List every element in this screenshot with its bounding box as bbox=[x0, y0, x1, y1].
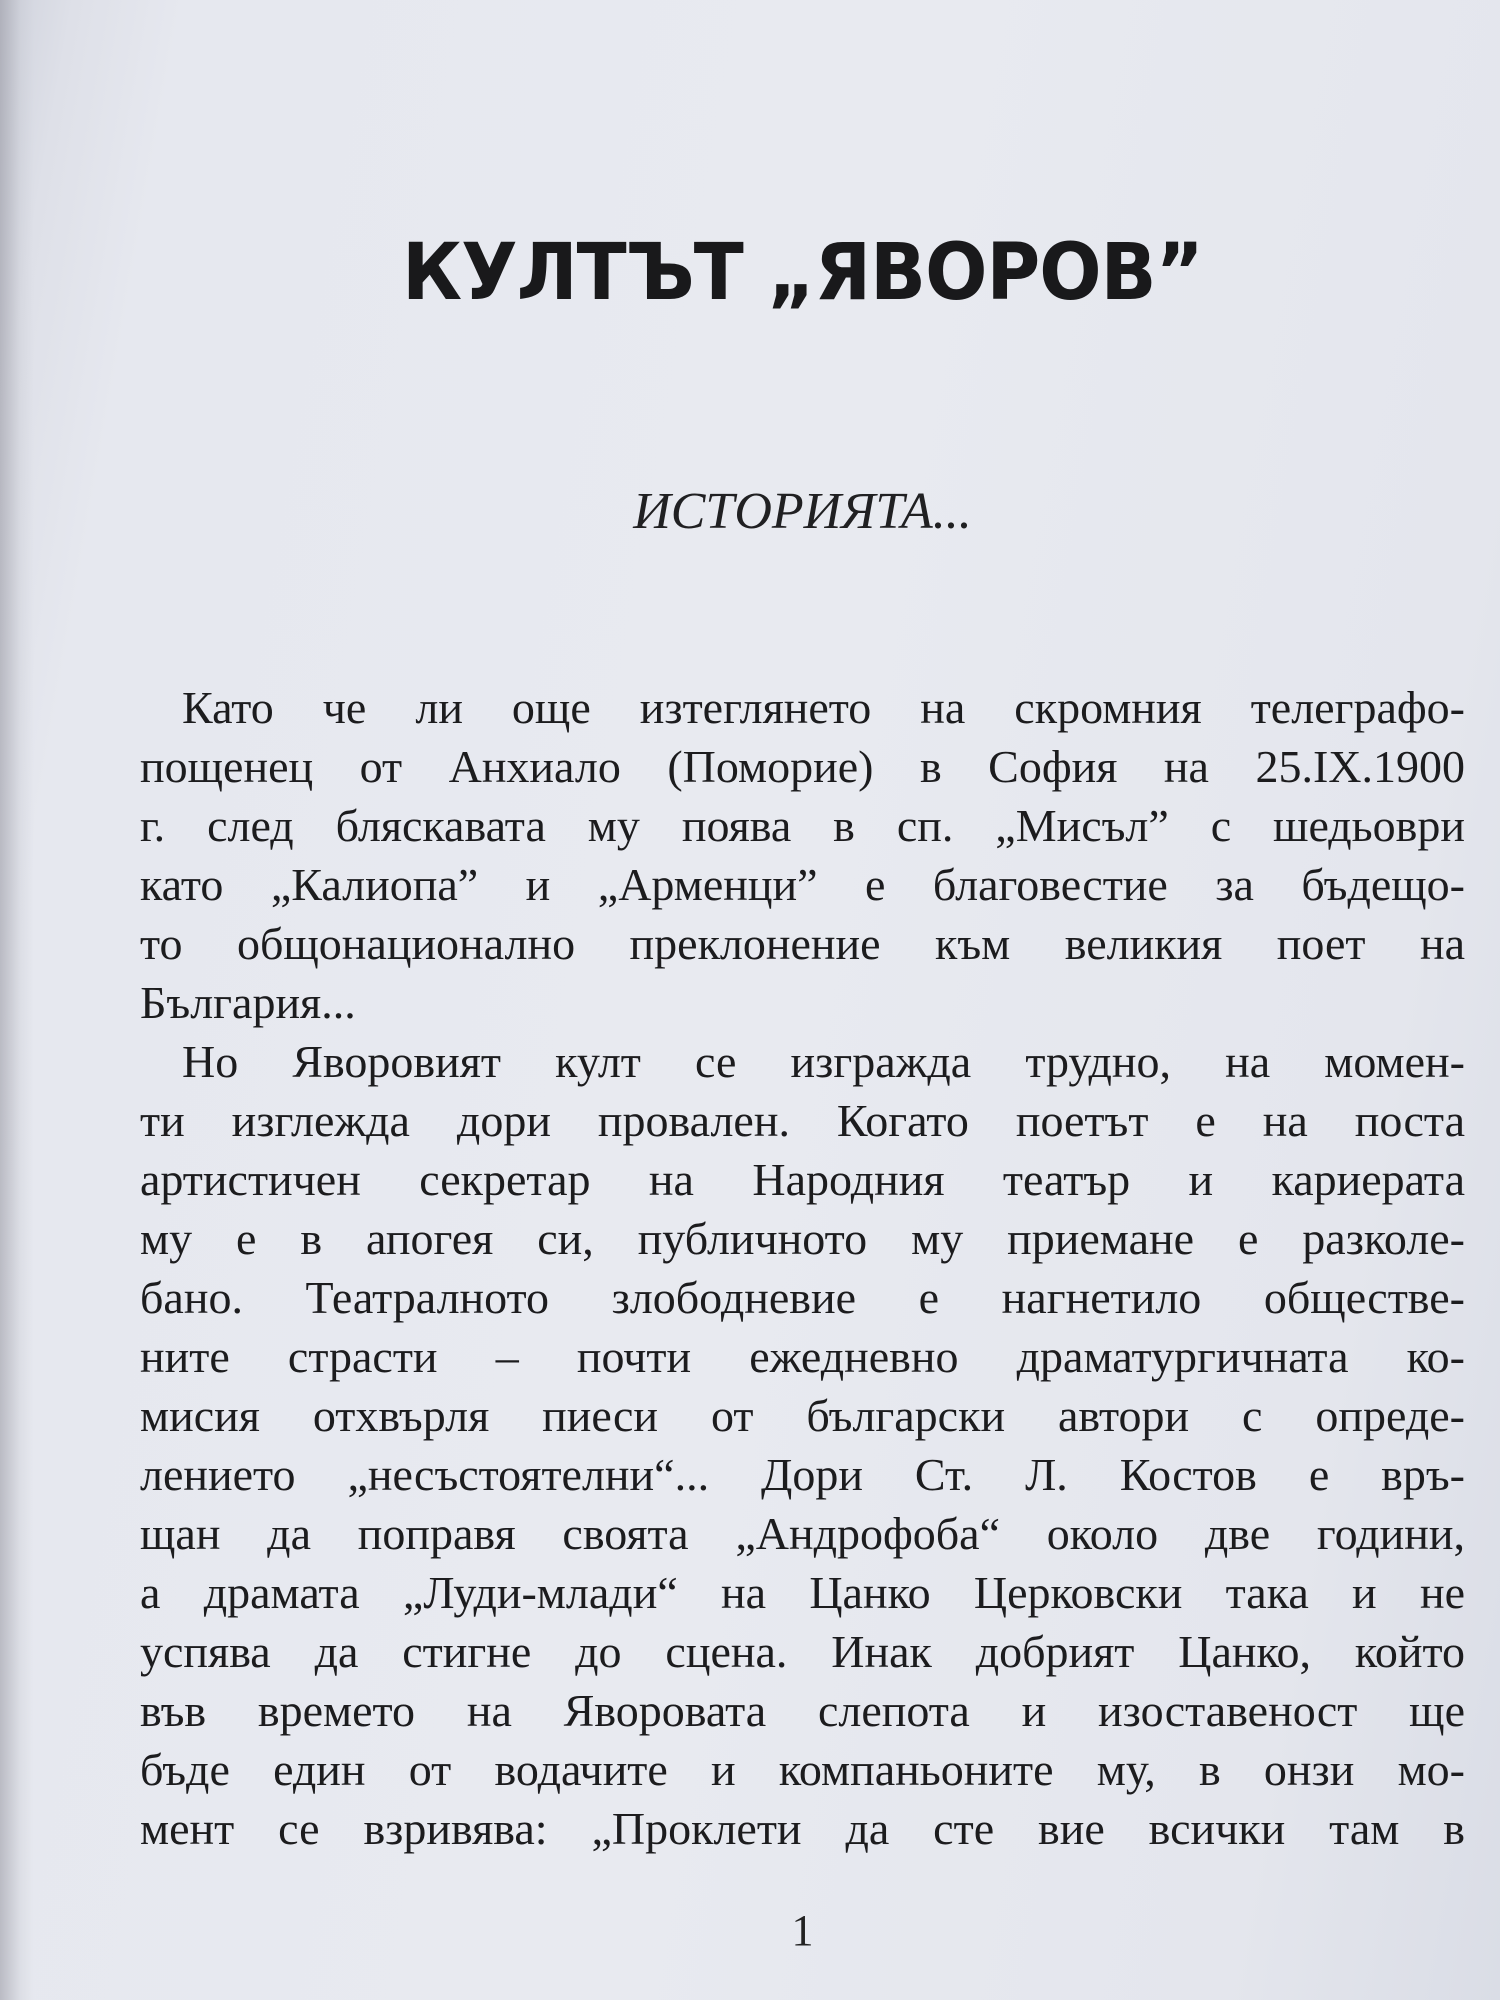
text-line: България... bbox=[140, 977, 356, 1028]
text-line: щан да поправя своята „Андрофоба“ около две години, bbox=[140, 1508, 1465, 1559]
text-line: Но Яворовият култ се изгражда трудно, на момен- bbox=[182, 1036, 1465, 1087]
text-line: му е в апогея си, публичното му приемане е разколе- bbox=[140, 1213, 1465, 1264]
text-line: а драмата „Луди-млади“ на Цанко Церковски така и не bbox=[140, 1567, 1465, 1618]
text-line: пощенец от Анхиало (Поморие) в София на 25.IX.1900 bbox=[140, 741, 1465, 792]
body-text bbox=[140, 678, 1465, 1858]
text-line: Като че ли още изтеглянето на скромния телеграфо- bbox=[182, 682, 1465, 733]
book-page bbox=[140, 0, 1465, 2000]
text-line: лението „несъстоятелни“... Дори Ст. Л. Костов е връ- bbox=[140, 1449, 1465, 1500]
text-line: ти изглежда дори провален. Когато поетът е на поста bbox=[140, 1095, 1465, 1146]
text-line: като „Калиопа” и „Арменци” е благовестие за бъдещо- bbox=[140, 859, 1465, 910]
text-line: успява да стигне до сцена. Инак добрият Цанко, който bbox=[140, 1626, 1465, 1677]
text-line: бъде един от водачите и компаньоните му, в онзи мо- bbox=[140, 1744, 1465, 1795]
text-line: артистичен секретар на Народния театър и кариерата bbox=[140, 1154, 1465, 1205]
text-line: мисия отхвърля пиеси от български автори с опреде- bbox=[140, 1390, 1465, 1441]
text-line: във времето на Яворовата слепота и изоставеност ще bbox=[140, 1685, 1465, 1736]
text-line: г. след бляскавата му поява в сп. „Мисъл” с шедьоври bbox=[140, 800, 1465, 851]
text-line: бано. Театралното злободневие е нагнетило обществе- bbox=[140, 1272, 1465, 1323]
paragraph-1 bbox=[140, 678, 1465, 1032]
text-line: ните страсти – почти ежедневно драматургичната ко- bbox=[140, 1331, 1465, 1382]
paragraph-2 bbox=[140, 1032, 1465, 1858]
chapter-title: КУЛТЪТ „ЯВОРОВ” bbox=[402, 228, 1203, 318]
page-number: 1 bbox=[791, 1906, 814, 1955]
text-line: мент се взривява: „Проклети да сте вие всички там в bbox=[140, 1803, 1465, 1854]
book-fold-shadow bbox=[0, 0, 34, 2000]
section-title: ИСТОРИЯТА... bbox=[633, 483, 972, 540]
text-line: то общонационално преклонение към великия поет на bbox=[140, 918, 1465, 969]
